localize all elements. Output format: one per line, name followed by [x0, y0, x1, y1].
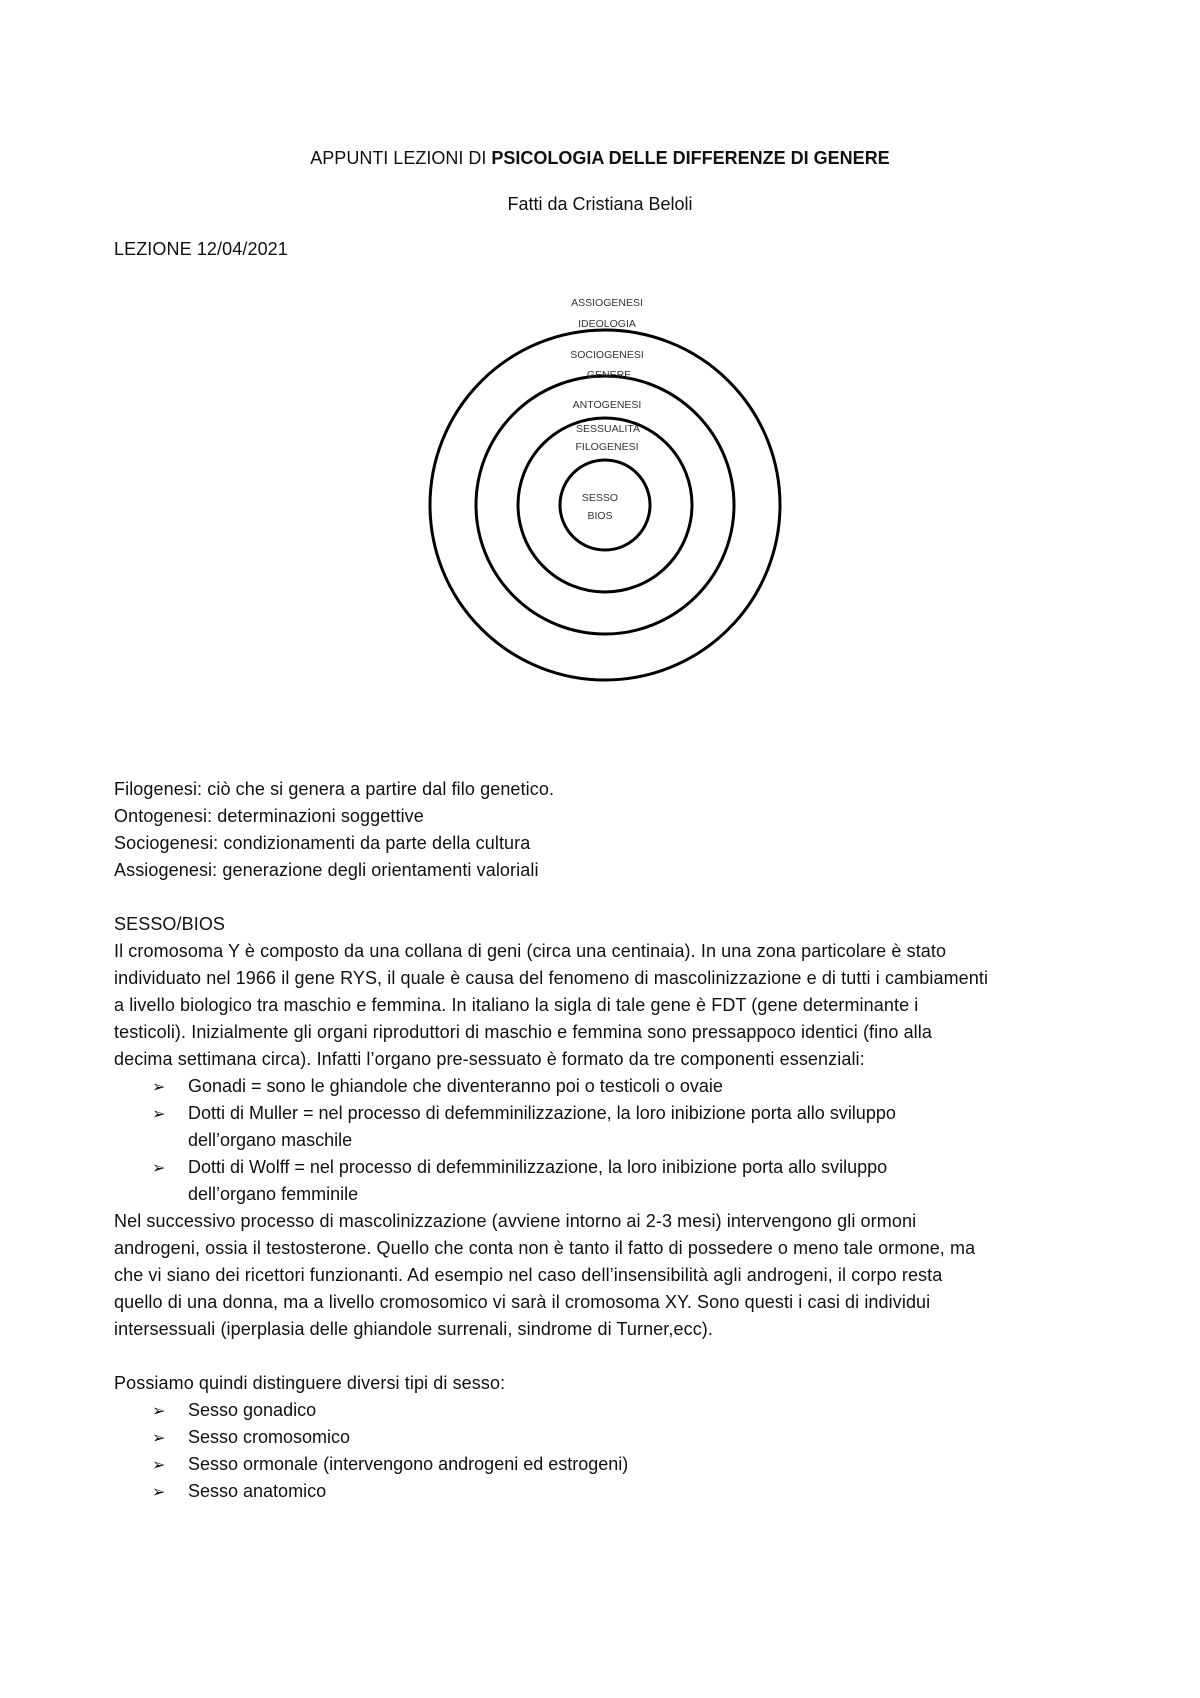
ring-label-bios: BIOS — [587, 510, 613, 522]
bullet-item-cromosomico — [152, 1424, 350, 1452]
lesson-date: LEZIONE 12/04/2021 — [114, 239, 288, 259]
paragraph-line: Il cromosoma Y è composto da una collana di geni (circa una centinaia). In una zona particolare è stato — [114, 941, 947, 961]
paragraph-line: intersessuali (iperplasia delle ghiandole surrenali, sindrome di Turner,ecc). — [114, 1319, 714, 1339]
definition-sociogenesi: Sociogenesi: condizionamenti da parte della cultura — [114, 833, 531, 853]
ring-label-sesso: SESSO — [581, 492, 619, 504]
paragraph-line: che vi siano dei ricettori funzionanti. Ad esempio nel caso dell’insensibilità agli androgeni, il corpo resta — [114, 1265, 943, 1285]
bullet-text: Sesso ormonale (intervengono androgeni ed estrogeni) — [188, 1454, 629, 1474]
ring-label-sociogenesi: SOCIOGENESI — [570, 349, 644, 361]
paragraph-line: androgeni, ossia il testosterone. Quello che conta non è tanto il fatto di possedere o meno tale ormone, ma — [114, 1238, 976, 1258]
paragraph-line: testicoli). Inizialmente gli organi riproduttori di maschio e femmina sono pressappoco identici (fino alla — [114, 1022, 932, 1042]
ring-assiogenesi — [430, 330, 780, 680]
title-bold: PSICOLOGIA DELLE DIFFERENZE DI GENERE — [491, 148, 890, 168]
arrowhead-bullet-icon: ➢ — [152, 1457, 166, 1474]
definition-filogenesi: Filogenesi: ciò che si genera a partire dal filo genetico. — [114, 779, 555, 799]
bullet-text: Dotti di Wolff = nel processo di defemminilizzazione, la loro inibizione porta allo sviluppo — [188, 1157, 888, 1177]
bullet-text: Dotti di Muller = nel processo di defemminilizzazione, la loro inibizione porta allo sviluppo — [188, 1103, 896, 1123]
concentric-circles-diagram — [0, 0, 1200, 760]
ring-label-genere: GENERE — [586, 369, 632, 381]
paragraph-line: Nel successivo processo di mascolinizzazione (avviene intorno ai 2-3 mesi) intervengono gli ormoni — [114, 1211, 917, 1231]
ring-label-filogenesi: FILOGENESI — [575, 441, 639, 453]
bullet-text: Sesso anatomico — [188, 1481, 327, 1501]
bullet-item-gonadi — [152, 1073, 723, 1101]
arrowhead-bullet-icon: ➢ — [152, 1106, 166, 1123]
ring-label-sessualita: SESSUALITA' — [576, 423, 642, 435]
bullet-text: Sesso gonadico — [188, 1400, 317, 1420]
arrowhead-bullet-icon: ➢ — [152, 1403, 166, 1420]
arrowhead-bullet-icon: ➢ — [152, 1160, 166, 1177]
paragraph-line: individuato nel 1966 il gene RYS, il quale è causa del fenomeno di mascolinizzazione e di tutti i cambiamenti — [114, 968, 989, 988]
bullet-item-muller — [152, 1100, 896, 1128]
definition-assiogenesi: Assiogenesi: generazione degli orientamenti valoriali — [114, 860, 539, 880]
bullet-item-ormonale — [152, 1451, 628, 1479]
bullet-text: Sesso cromosomico — [188, 1427, 351, 1447]
arrowhead-bullet-icon: ➢ — [152, 1484, 166, 1501]
paragraph-line: a livello biologico tra maschio e femmina. In italiano la sigla di tale gene è FDT (gene determinante i — [114, 995, 919, 1015]
arrowhead-bullet-icon: ➢ — [152, 1079, 166, 1096]
ring-label-assiogenesi: ASSIOGENESI — [571, 297, 643, 309]
bullet-continuation: dell’organo maschile — [188, 1130, 353, 1150]
bullet-item-gonadico — [152, 1397, 316, 1425]
definition-ontogenesi: Ontogenesi: determinazioni soggettive — [114, 806, 424, 826]
sex-types-intro: Possiamo quindi distinguere diversi tipi di sesso: — [114, 1373, 506, 1393]
paragraph-line: quello di una donna, ma a livello cromosomico vi sarà il cromosoma XY. Sono questi i casi di individui — [114, 1292, 931, 1312]
bullet-text: Gonadi = sono le ghiandole che diventeranno poi o testicoli o ovaie — [188, 1076, 723, 1096]
ring-label-antogenesi: ANTOGENESI — [572, 399, 642, 411]
ring-label-ideologia: IDEOLOGIA — [578, 318, 636, 330]
bullet-item-wolff — [152, 1154, 887, 1182]
bullet-continuation: dell’organo femminile — [188, 1184, 359, 1204]
title-prefix: APPUNTI LEZIONI DI — [310, 148, 492, 168]
ring-sesso — [560, 460, 650, 550]
bullet-item-anatomico — [152, 1478, 326, 1506]
author-line: Fatti da Cristiana Beloli — [507, 194, 693, 214]
section-heading-sesso-bios: SESSO/BIOS — [114, 914, 226, 934]
ring-sociogenesi — [476, 376, 734, 634]
arrowhead-bullet-icon: ➢ — [152, 1430, 166, 1447]
paragraph-line: decima settimana circa). Infatti l’organo pre-sessuato è formato da tre componenti essenziali: — [114, 1049, 865, 1069]
